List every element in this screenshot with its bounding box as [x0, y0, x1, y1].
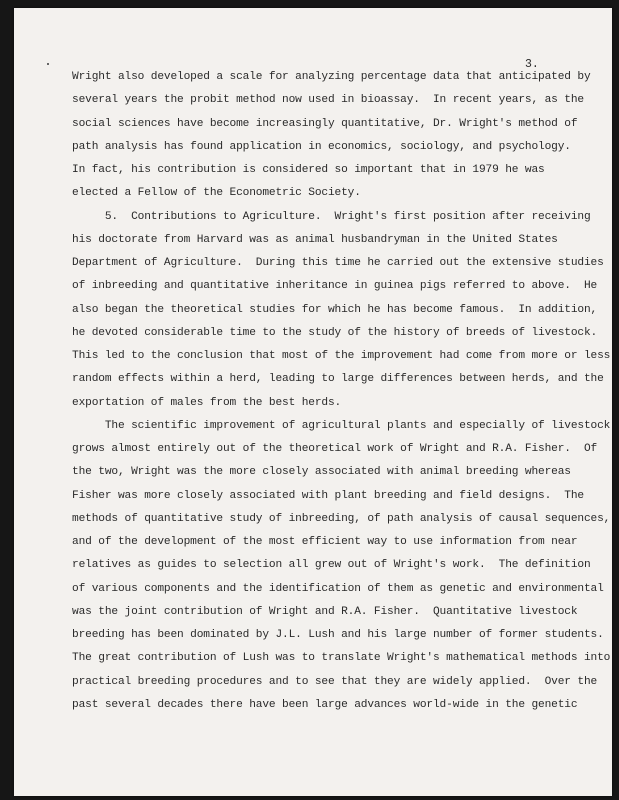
text-line: he devoted considerable time to the study of the history of breeds of livestock.: [72, 326, 598, 339]
text-line: path analysis has found application in economics, sociology, and psychology.: [72, 140, 571, 153]
text-line: breeding has been dominated by J.L. Lush and his large number of former students.: [72, 629, 604, 641]
text-line: 5. Contributions to Agriculture. Wright's first position after receiving: [72, 210, 591, 223]
text-line: The great contribution of Lush was to translate Wright's mathematical methods into: [72, 652, 611, 665]
text-line: methods of quantitative study of inbreeding, of path analysis of causal sequences,: [72, 512, 611, 525]
text-line: This led to the conclusion that most of the improvement had come from more or less: [72, 350, 611, 362]
text-line: social sciences have become increasingly quantitative, Dr. Wright's method of: [72, 117, 578, 130]
text-line: In fact, his contribution is considered so important that in 1979 he was: [72, 164, 545, 176]
text-line: Wright also developed a scale for analyzing percentage data that anticipated by: [72, 71, 591, 83]
typed-text-body: [72, 66, 611, 717]
text-line: the two, Wright was the more closely associated with animal breeding whereas: [72, 466, 571, 479]
paper-page: [14, 8, 612, 796]
text-line: elected a Fellow of the Econometric Society.: [72, 187, 361, 200]
page-number: 3.: [525, 58, 539, 71]
text-line: of various components and the identification of them as genetic and environmental: [72, 582, 604, 595]
text-line: several years the probit method now used in bioassay. In recent years, as the: [72, 94, 584, 107]
text-line: also began the theoretical studies for which he has become famous. In addition,: [72, 303, 598, 316]
text-line: grows almost entirely out of the theoretical work of Wright and R.A. Fisher. Of: [72, 443, 598, 455]
text-line: was the joint contribution of Wright and R.A. Fisher. Quantitative livestock: [72, 605, 578, 618]
text-line: and of the development of the most efficient way to use information from near: [72, 536, 578, 548]
text-line: past several decades there have been large advances world-wide in the genetic: [72, 698, 578, 711]
text-line: The scientific improvement of agricultural plants and especially of livestock: [72, 419, 611, 432]
text-line: his doctorate from Harvard was as animal husbandryman in the United States: [72, 233, 558, 246]
text-line: relatives as guides to selection all grew out of Wright's work. The definition: [72, 559, 591, 572]
text-line: random effects within a herd, leading to large differences between herds, and the: [72, 373, 604, 386]
ink-speck: [47, 63, 49, 65]
text-line: of inbreeding and quantitative inheritance in guinea pigs referred to above. He: [72, 280, 598, 293]
text-line: Department of Agriculture. During this time he carried out the extensive studies: [72, 257, 604, 269]
text-line: exportation of males from the best herds.: [72, 396, 342, 409]
text-line: practical breeding procedures and to see that they are widely applied. Over the: [72, 675, 598, 688]
text-line: Fisher was more closely associated with plant breeding and field designs. The: [72, 489, 584, 502]
